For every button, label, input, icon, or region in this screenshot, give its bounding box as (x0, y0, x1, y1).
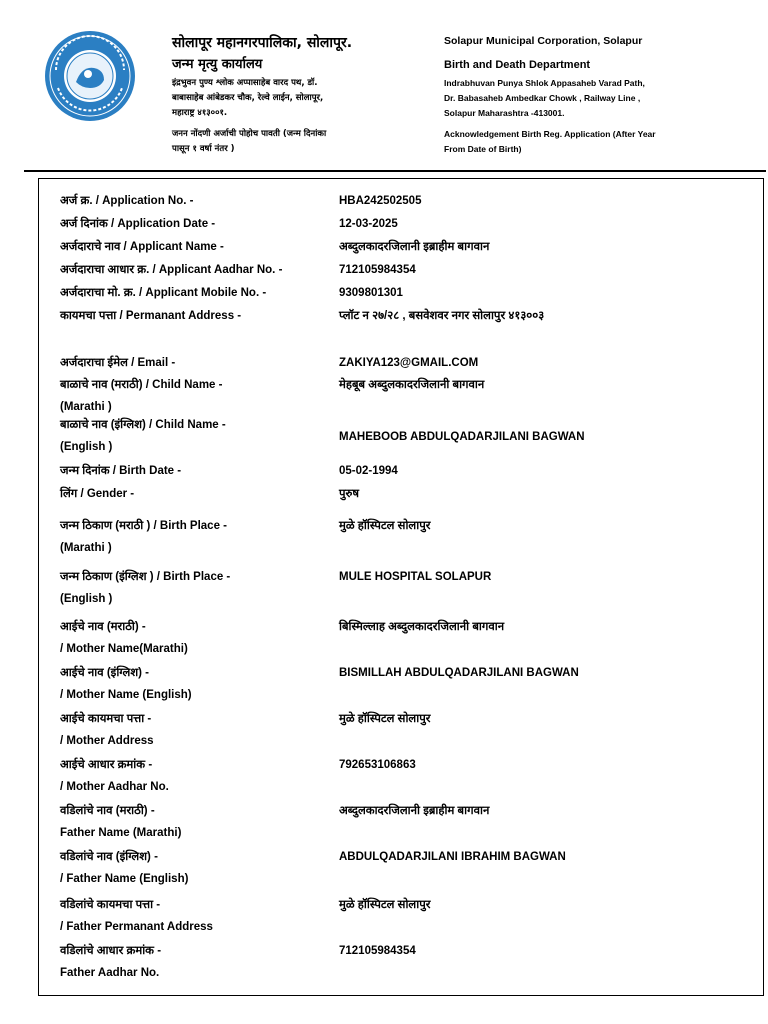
marathi-dept: जन्म मृत्यु कार्यालय (172, 57, 263, 72)
field-label (60, 940, 330, 984)
field-label (60, 515, 330, 559)
field-label: कायमचा पत्ता / Permanant Address - (60, 310, 242, 322)
field-label-line-2: / Father Name (English) (60, 873, 189, 885)
field-label: अर्जदाराचा आधार क्र. / Applicant Aadhar No. - (60, 264, 283, 276)
birth-place-english: MULE HOSPITAL SOLAPUR (339, 571, 492, 583)
field-label-line-2: / Mother Name(Marathi) (60, 643, 188, 655)
field-label-line-2: (Marathi ) (60, 542, 112, 554)
field-label-line-1: बाळाचे नाव (इंग्लिश) / Child Name - (60, 419, 226, 431)
marathi-address-line-3: महाराष्ट्र ४१३००१. (172, 108, 228, 118)
mother-name-marathi: बिस्मिल्लाह अब्दुलकादरजिलानी बागवान (339, 621, 505, 633)
field-label: लिंग / Gender - (60, 488, 135, 500)
field-label (60, 708, 330, 752)
field-label-line-1: आईचे नाव (इंग्लिश) - (60, 667, 150, 679)
applicant-aadhar: 712105984354 (339, 264, 416, 276)
field-label-line-1: जन्म ठिकाण (इंग्लिश ) / Birth Place - (60, 571, 231, 583)
header-divider (24, 170, 766, 172)
application-number: HBA242502505 (339, 195, 422, 207)
gender: पुरुष (339, 488, 360, 500)
marathi-ack-line-2: पासून १ वर्षा नंतर ) (172, 144, 235, 154)
field-label-line-2: / Mother Name (English) (60, 689, 192, 701)
mother-address: मुळे हॉस्पिटल सोलापुर (339, 713, 431, 725)
english-address-line-1: Indrabhuvan Punya Shlok Appasaheb Varad Path, (444, 78, 645, 88)
field-label-line-2: Father Name (Marathi) (60, 827, 182, 839)
field-label-line-2: (English ) (60, 441, 113, 453)
field-label-line-1: वडिलांचे नाव (इंग्लिश) - (60, 851, 158, 863)
field-label (60, 374, 330, 418)
child-name-marathi: मेहबूब अब्दुलकादरजिलानी बागवान (339, 379, 485, 391)
english-address-line-3: Solapur Maharashtra -413001. (444, 108, 565, 118)
marathi-address-line-1: इंद्रभुवन पुण्य श्लोक अप्पासाहेब वारद पथ, डॉ. (172, 78, 318, 88)
field-label (60, 894, 330, 938)
permanent-address: प्लॉट न २७/२८ , बसवेशवर नगर सोलापुर ४१३००३ (339, 310, 545, 322)
applicant-email: ZAKIYA123@GMAIL.COM (339, 357, 479, 369)
english-header (444, 34, 744, 157)
field-label (60, 754, 330, 798)
field-label-line-1: जन्म ठिकाण (मराठी ) / Birth Place - (60, 520, 228, 532)
birth-place-marathi: मुळे हॉस्पिटल सोलापुर (339, 520, 431, 532)
field-label-line-1: आईचे कायमचा पत्ता - (60, 713, 152, 725)
english-title: Solapur Municipal Corporation, Solapur (444, 35, 643, 47)
applicant-name: अब्दुलकादरजिलानी इब्राहीम बागवान (339, 241, 490, 253)
field-label-line-2: / Mother Address (60, 735, 154, 747)
field-label-line-1: आईचे आधार क्रमांक - (60, 759, 153, 771)
field-label (60, 662, 330, 706)
field-label (60, 414, 330, 458)
english-address-line-2: Dr. Babasaheb Ambedkar Chowk , Railway Line , (444, 93, 641, 103)
field-label-line-1: वडिलांचे आधार क्रमांक - (60, 945, 162, 957)
father-aadhar: 712105984354 (339, 945, 416, 957)
field-label: अर्ज दिनांक / Application Date - (60, 218, 216, 230)
field-label (60, 846, 330, 890)
field-label-line-1: आईचे नाव (मराठी) - (60, 621, 146, 633)
father-address: मुळे हॉस्पिटल सोलापुर (339, 899, 431, 911)
field-label-line-1: वडिलांचे नाव (मराठी) - (60, 805, 155, 817)
corporation-logo (44, 30, 136, 122)
father-name-marathi: अब्दुलकादरजिलानी इब्राहीम बागवान (339, 805, 490, 817)
field-label: अर्ज क्र. / Application No. - (60, 195, 194, 207)
birth-date: 05-02-1994 (339, 465, 398, 477)
field-label: अर्जदाराचा ईमेल / Email - (60, 357, 176, 369)
mother-aadhar: 792653106863 (339, 759, 416, 771)
field-label-line-2: / Father Permanant Address (60, 921, 213, 933)
marathi-header (172, 34, 382, 157)
field-label-line-1: वडिलांचे कायमचा पत्ता - (60, 899, 161, 911)
marathi-title: सोलापूर महानगरपालिका, सोलापूर. (172, 35, 353, 51)
field-label-line-1: बाळाचे नाव (मराठी) / Child Name - (60, 379, 223, 391)
english-ack-line-2: From Date of Birth) (444, 144, 522, 154)
field-label: अर्जदाराचा मो. क्र. / Applicant Mobile No. - (60, 287, 267, 299)
field-label (60, 566, 330, 610)
field-label (60, 616, 330, 660)
field-label: जन्म दिनांक / Birth Date - (60, 465, 182, 477)
corporation-seal-icon (44, 30, 136, 122)
field-label-line-2: (English ) (60, 593, 113, 605)
child-name-english: MAHEBOOB ABDULQADARJILANI BAGWAN (339, 431, 585, 443)
english-ack-line-1: Acknowledgement Birth Reg. Application (After Year (444, 129, 656, 139)
field-label (60, 800, 330, 844)
applicant-mobile: 9309801301 (339, 287, 403, 299)
mother-name-english: BISMILLAH ABDULQADARJILANI BAGWAN (339, 667, 579, 679)
english-dept: Birth and Death Department (444, 59, 591, 71)
field-label-line-2: / Mother Aadhar No. (60, 781, 169, 793)
marathi-ack-line-1: जनन नोंदणी अर्जाची पोहोच पावती (जन्म दिनांका (172, 129, 327, 139)
field-label-line-2: (Marathi ) (60, 401, 112, 413)
field-label: अर्जदाराचे नाव / Applicant Name - (60, 241, 224, 253)
application-date: 12-03-2025 (339, 218, 398, 230)
father-name-english: ABDULQADARJILANI IBRAHIM BAGWAN (339, 851, 566, 863)
field-label-line-2: Father Aadhar No. (60, 967, 160, 979)
marathi-address-line-2: बाबासाहेब आंबेडकर चौक, रेल्वे लाईन, सोलापूर, (172, 93, 324, 103)
